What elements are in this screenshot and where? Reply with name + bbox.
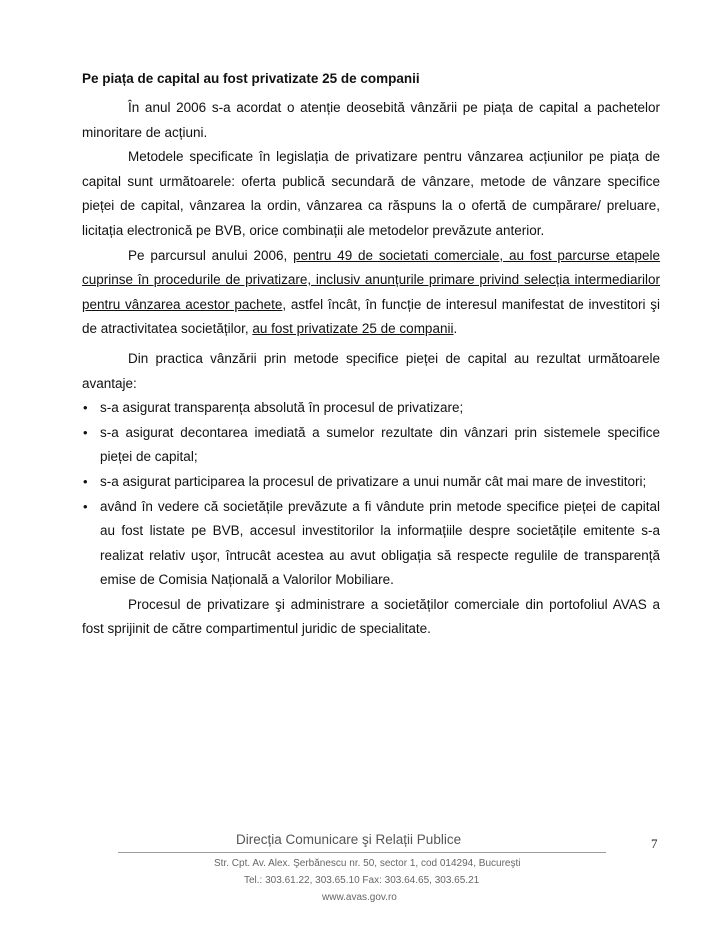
paragraph-advantages: Din practica vânzării prin metode specifice pieței de capital au rezultat următoarele avantaje: [82,350,660,391]
bullet-icon: • [83,473,88,489]
results-underlined-2: au fost privatizate 25 de companii [252,321,454,337]
results-text-b: , astfel încât, în funcție de interesul manifestat de investitori şi de atractivitatea societăților, [82,296,660,337]
paragraph-methods: Metodele specificate în legislația de privatizare pentru vânzarea acțiunilor pe piața de capital sunt următoarele: oferta publică secundară de vânzare, metode de vânzare specifice pieței de capital, vânzarea la ordin, vânzarea ca răspuns la o ofertă de cumpărare/ preluare, licitația electronică pe BVB, orice combinații ale metodelor prevăzute anterior. [82,149,660,238]
list-item [82,495,660,593]
paragraph-intro: În anul 2006 s-a acordat o atenție deosebită vânzării pe piața de capital a pachetelor minoritare de acțiuni. [82,100,660,140]
section-heading: Pe piața de capital au fost privatizate 25 de companii [82,71,420,86]
document-body [82,96,660,642]
bullet-icon: • [83,498,88,514]
list-item [82,396,660,421]
footer-divider [118,852,606,853]
advantages-list [82,396,660,593]
footer-website: www.avas.gov.ro [322,892,397,903]
bullet-icon: • [83,400,88,416]
results-underlined-1: pentru 49 de societati comerciale, au fost parcurse etapele cuprinse în procedurile de privatizare, inclusiv anunțurile primare privind selecția intermediarilor pentru vânzarea acestor pachete [82,247,661,312]
paragraph-legal-support: Procesul de privatizare şi administrare a societăților comerciale din portofoliul AVAS a fost sprijinit de către compartimentul juridic de specialitate. [82,596,660,637]
footer-phone: Tel.: 303.61.22, 303.65.10 Fax: 303.64.65, 303.65.21 [244,875,480,886]
page-number: 7 [651,836,658,851]
list-item-text: s-a asigurat participarea la procesul de privatizare a unui număr cât mai mare de investitori; [100,473,647,489]
footer-title: Direcția Comunicare şi Relații Publice [236,832,462,847]
bullet-icon: • [83,424,88,440]
results-text-a: Pe parcursul anului 2006, [128,247,294,263]
list-item-text: s-a asigurat transparența absolută în procesul de privatizare; [100,400,464,416]
list-item [82,421,660,470]
paragraph-results [82,244,660,342]
results-text-c: . [453,321,458,337]
list-item-text: s-a asigurat decontarea imediată a sumelor rezultate din vânzari prin sistemele specifice pieței de capital; [100,424,660,465]
list-item-text: având în vedere că societățile prevăzute a fi vândute prin metode specifice pieței de capital au fost listate pe BVB, accesul investitorilor la informațiile despre societățile emitente s-a realizat relativ uşor, întrucât acestea au avut obligația să respecte regulile de transparență emise de Comisia Națională a Valorilor Mobiliare. [100,498,660,588]
list-item [82,470,660,495]
footer-address: Str. Cpt. Av. Alex. Şerbănescu nr. 50, sector 1, cod 014294, Bucureşti [214,858,521,869]
